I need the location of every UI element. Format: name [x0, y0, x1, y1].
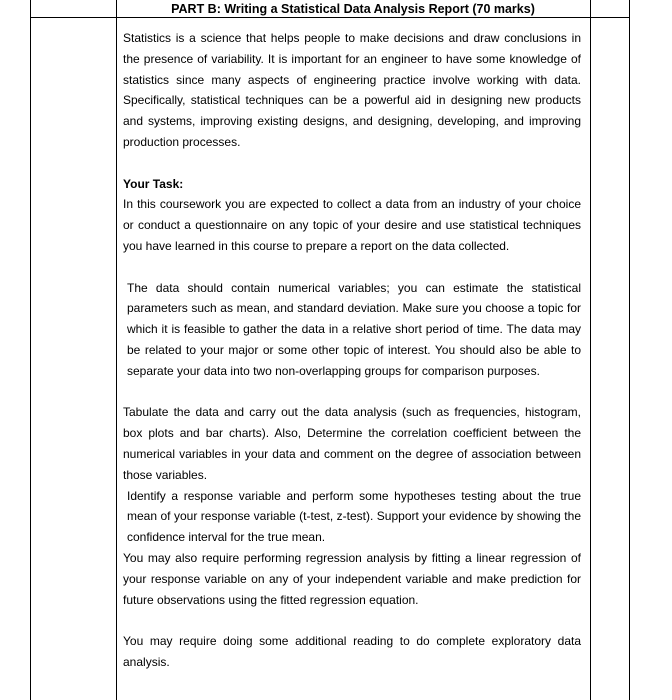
table-border-inner-right	[590, 0, 591, 700]
table-border-left	[30, 0, 31, 700]
spacer	[123, 257, 581, 278]
document-body	[123, 28, 581, 673]
task-paragraph: In this coursework you are expected to collect a data from an industry of your choice or conduct a questionnaire on any topic of your desire and use statistical techniques you have learned in this course to prepare a report on the data collected.	[123, 197, 581, 253]
data-paragraph: The data should contain numerical variables; you can estimate the statistical parameters such as mean, and standard deviation. Make sure you choose a topic for which it is feasible to gather the data in a relative short period of time. The data may be related to your major or some other topic of interest. You should also be able to separate your data into two non-overlapping groups for comparison purposes.	[127, 280, 581, 378]
reading-paragraph: You may require doing some additional reading to do complete exploratory data analysis.	[123, 634, 581, 669]
intro-paragraph: Statistics is a science that helps people to make decisions and draw conclusions in the presence of variability. It is important for an engineer to have some knowledge of statistics since many aspects of engineering practice involve working with data. Specifically, statistical techniques can be a powerful aid in designing new products and systems, improving existing designs, and designing, developing, and improving production processes.	[123, 31, 581, 149]
spacer	[123, 153, 581, 174]
table-border-right	[629, 0, 630, 700]
section-heading: PART B: Writing a Statistical Data Analysis Report (70 marks)	[171, 2, 535, 16]
task-label: Your Task:	[123, 176, 184, 191]
spacer	[123, 610, 581, 631]
regression-paragraph: You may also require performing regression analysis by fitting a linear regression of your response variable on any of your independent variable and make prediction for future observations using the fitted regression equation.	[123, 550, 581, 607]
hypothesis-paragraph: Identify a response variable and perform some hypotheses testing about the true mean of your response variable (t-test, z-test). Support your evidence by showing the confidence interval for the true mean.	[127, 488, 581, 545]
spacer	[123, 382, 581, 403]
table-border-inner-left	[116, 0, 117, 700]
tabulate-paragraph: Tabulate the data and carry out the data analysis (such as frequencies, histogram, box plots and bar charts). Also, Determine the correlation coefficient between the numerical variables in your data and comment on the degree of association between those variables.	[123, 405, 581, 482]
